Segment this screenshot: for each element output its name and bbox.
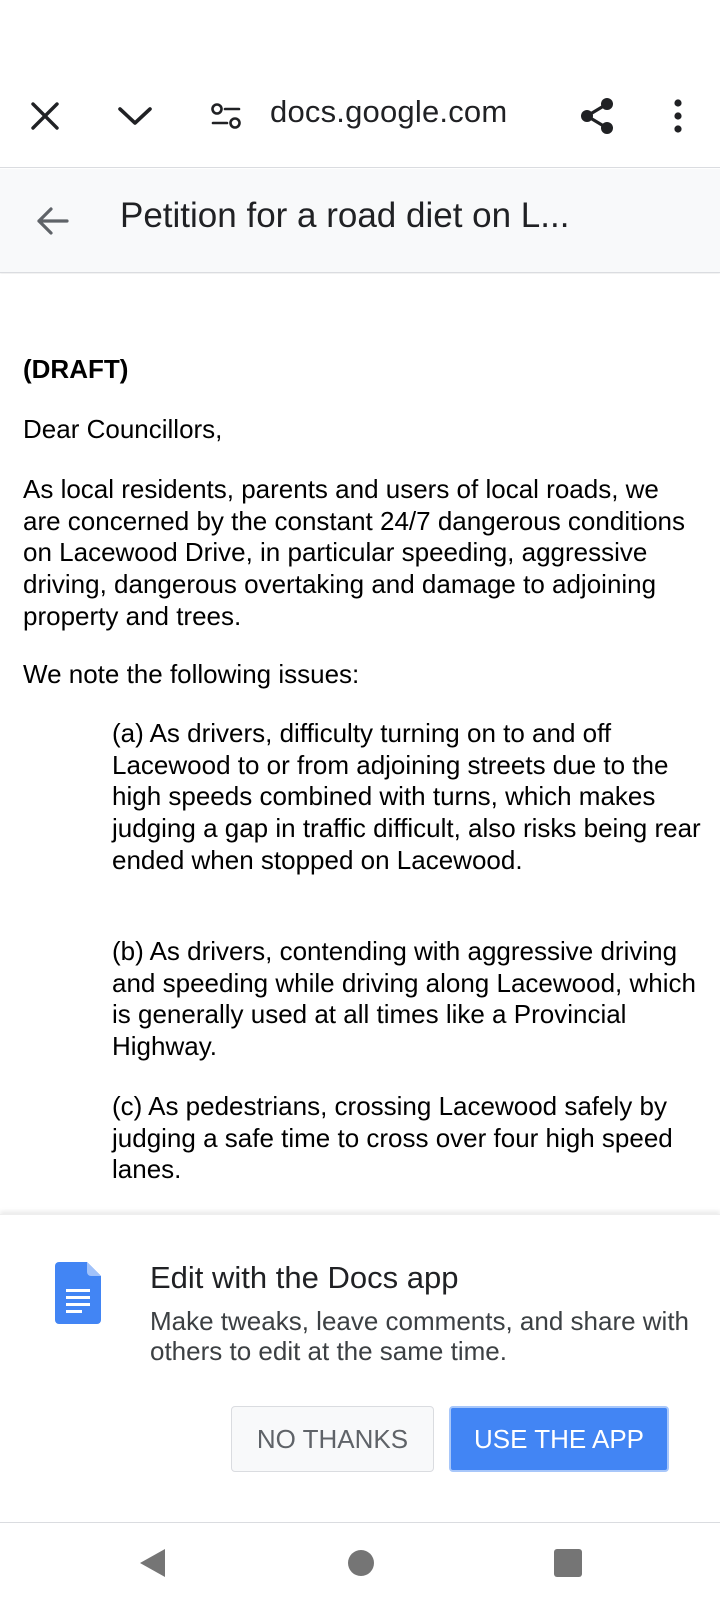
more-options-button[interactable] bbox=[650, 88, 706, 144]
share-icon bbox=[579, 97, 615, 135]
site-settings-icon bbox=[210, 102, 242, 130]
site-settings-button[interactable] bbox=[198, 88, 254, 144]
nav-home-button[interactable] bbox=[333, 1535, 389, 1591]
docs-app-prompt-sheet bbox=[0, 1214, 720, 1522]
nav-back-button[interactable] bbox=[124, 1535, 180, 1591]
nav-home-icon bbox=[346, 1548, 376, 1578]
close-icon bbox=[30, 101, 60, 131]
no-thanks-button[interactable]: NO THANKS bbox=[231, 1406, 434, 1472]
issue-item-a: (a) As drivers, difficulty turning on to and off Lacewood to or from adjoining streets due to the high speeds combined with turns, which makes judging a gap in traffic difficult, also risks being rear ended when stopped on Lacewood. bbox=[112, 718, 701, 875]
draft-label: (DRAFT) bbox=[23, 354, 129, 384]
back-button[interactable] bbox=[24, 193, 80, 249]
nav-recents-button[interactable] bbox=[540, 1535, 596, 1591]
prompt-title: Edit with the Docs app bbox=[150, 1260, 459, 1295]
minimize-button[interactable] bbox=[107, 88, 163, 144]
document-header bbox=[0, 169, 720, 273]
salutation: Dear Councillors, bbox=[23, 414, 223, 444]
use-the-app-button[interactable]: USE THE APP bbox=[449, 1406, 669, 1472]
document-title: Petition for a road diet on L... bbox=[120, 196, 570, 235]
prompt-description: Make tweaks, leave comments, and share with others to edit at the same time. bbox=[150, 1306, 690, 1366]
issue-item-b: (b) As drivers, contending with aggressive driving and speeding while driving along Lacewood, which is generally used at all times like a Provincial Highway. bbox=[112, 936, 696, 1062]
share-button[interactable] bbox=[569, 88, 625, 144]
nav-recents-icon bbox=[553, 1548, 583, 1578]
arrow-back-icon bbox=[35, 206, 69, 236]
browser-toolbar bbox=[0, 64, 720, 168]
chevron-down-icon bbox=[117, 105, 153, 127]
url-display[interactable]: docs.google.com bbox=[270, 94, 508, 129]
document-body bbox=[0, 274, 720, 1214]
issue-item-c: (c) As pedestrians, crossing Lacewood safely by judging a safe time to cross over four high speed lanes. bbox=[112, 1091, 673, 1185]
close-tab-button[interactable] bbox=[17, 88, 73, 144]
more-vert-icon bbox=[673, 99, 683, 133]
nav-back-icon bbox=[137, 1547, 167, 1579]
issues-intro: We note the following issues: bbox=[23, 659, 360, 689]
status-bar bbox=[0, 0, 720, 64]
intro-paragraph: As local residents, parents and users of local roads, we are concerned by the constant 24/7 dangerous conditions on Lacewood Drive, in particular speeding, aggressive driving, dangerous overtaking and damage to adjoining property and trees. bbox=[23, 474, 686, 631]
system-navigation-bar bbox=[0, 1522, 720, 1600]
google-docs-icon bbox=[55, 1262, 101, 1324]
